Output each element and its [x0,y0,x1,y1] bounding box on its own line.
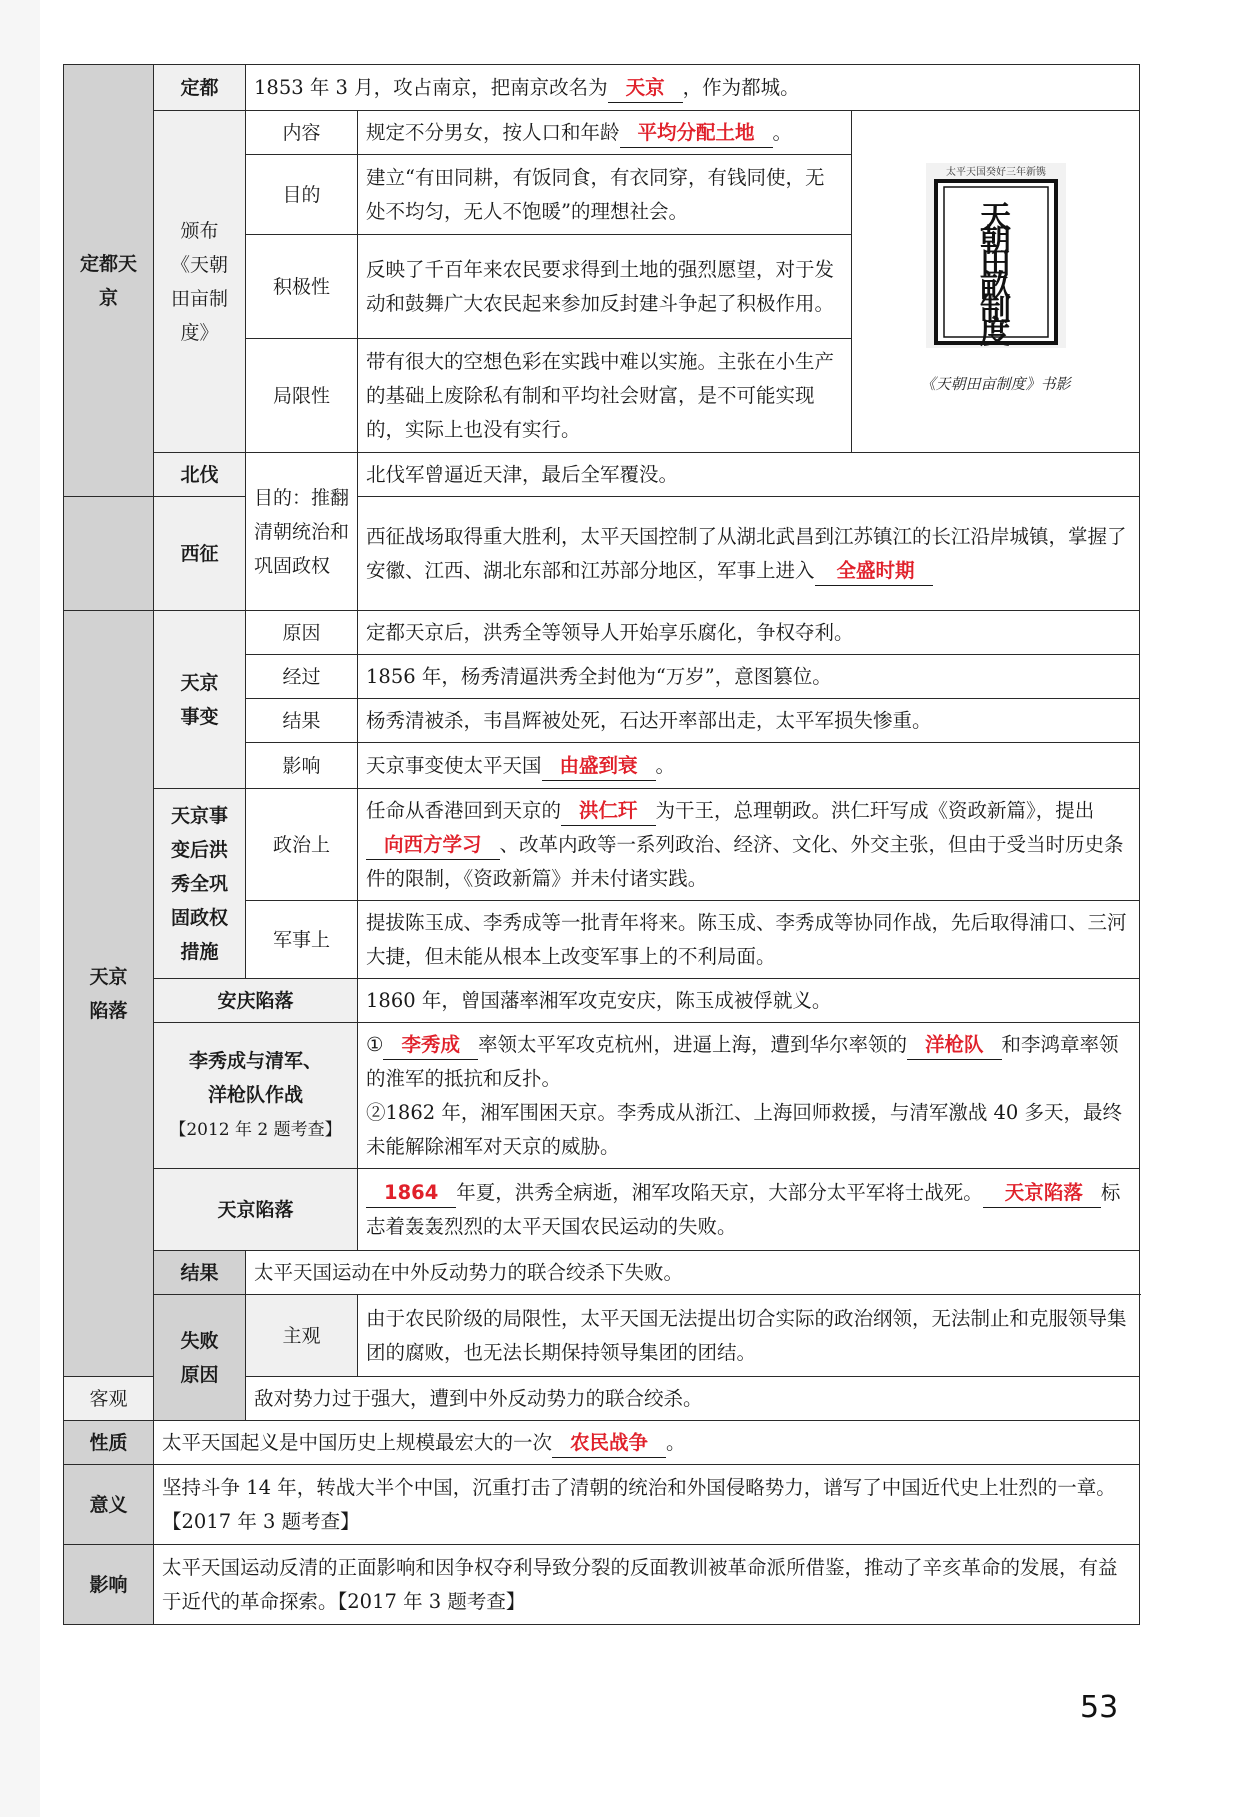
row-result [64,1251,1140,1295]
label-result: 结果 [154,1251,246,1295]
book-image-cell [852,111,1140,453]
taiping-summary-table [63,64,1140,1625]
page-number: 53 [1080,1690,1119,1725]
exam-tag-2012: 【2012 年 2 题考查】 [169,1120,342,1140]
row-significance [64,1465,1140,1545]
row-influence [64,1545,1140,1625]
content-jiji: 反映了千百年来农民要求得到土地的强烈愿望，对于发动和鼓舞广大农民起来参加反封建斗争起了积极作用。 [358,235,852,339]
row-zhengzhi [64,789,1140,901]
label-tianjing-event: 天京事变 [154,611,246,789]
label-jingguo: 经过 [246,655,358,699]
label-zhengzhi: 政治上 [246,789,358,901]
group-dingdu-tianjing [64,65,154,497]
content-junshi: 提拔陈玉成、李秀成等一批青年将来。陈玉成、李秀成等协同作战，先后取得浦口、三河大捷，但未能从根本上改变军事上的不利局面。 [358,901,1140,979]
row-dingdu [64,65,1140,111]
content-yuanyin: 定都天京后，洪秀全等领导人开始享乐腐化，争权夺利。 [358,611,1140,655]
content-jieguo: 杨秀清被杀，韦昌辉被处死，石达开率部出走，太平军损失惨重。 [358,699,1140,743]
label-yingxiang: 影响 [246,743,358,789]
label-banbu: 颁布《天朝田亩制度》 [154,111,246,453]
label-gonggu: 天京事变后洪秀全巩固政权措施 [154,789,246,979]
label-significance: 意义 [64,1465,154,1545]
label-influence: 影响 [64,1545,154,1625]
content-beifa: 北伐军曾逼近天津，最后全军覆没。 [358,453,1140,497]
label-beifa: 北伐 [154,453,246,497]
answer-tianjing: 天京 [608,74,683,103]
row-anqing [64,979,1140,1023]
row-yuanyin [64,611,1140,655]
row-beifa [64,453,1140,497]
group-label: 定都天京 [79,252,137,309]
content-nature: 太平天国起义是中国历史上规模最宏大的一次 农民战争 。 [154,1421,1140,1465]
content-influence: 太平天国运动反清的正面影响和因争权夺利导致分裂的反面教训被革命派所借鉴，推动了辛亥革命的发展，有益于近代的革命探索。【2017 年 3 题考查】 [154,1545,1140,1625]
label-yuanyin: 原因 [246,611,358,655]
label-juxian: 局限性 [246,339,358,453]
label-jiji: 积极性 [246,235,358,339]
label-keguan: 客观 [64,1377,154,1421]
content-yingxiang: 天京事变使太平天国 由盛到衰 。 [358,743,1140,789]
page-margin [0,0,40,1817]
answer-hongrengan: 洪仁玕 [561,797,656,826]
content-lixiucheng: ① 李秀成 率领太平军攻克杭州，进逼上海，遭到华尔率领的 洋枪队 和李鸿章率领的淮军的抵抗和反扑。 ②1862 年，湘军围困天京。李秀成从浙江、上海回师救援，与清军激战 40 多天，最终未能解除湘军对天京的威胁。 [358,1023,1140,1169]
answer-tianjing-1: 天京 [983,1179,1044,1208]
answer-xifang: 向西方学习 [366,831,500,860]
label-lixiucheng: 李秀成与清军、洋枪队作战 【2012 年 2 题考查】 [154,1023,358,1169]
row-neirong [64,111,1140,155]
answer-yangqiangdui: 洋枪队 [907,1031,1002,1060]
content-xianluo: 1864 年夏，洪秀全病逝，湘军攻陷天京，大部分太平军将士战死。 天京陷落 标志着轰轰烈烈的太平天国农民运动的失败。 [358,1169,1140,1251]
answer-quansheng-1: 全盛时 [815,557,896,586]
row-xizheng [64,497,1140,611]
content-mudi: 建立“有田同耕，有饭同食，有衣同穿，有钱同使，无处不均匀，无人不饱暖”的理想社会。 [358,155,852,235]
label-jieguo: 结果 [246,699,358,743]
book-caption: 《天朝田亩制度》书影 [920,374,1071,393]
answer-nongmin: 农民战争 [552,1429,666,1458]
content-significance: 坚持斗争 14 年，转战大半个中国，沉重打击了清朝的统治和外国侵略势力，谱写了中国近代史上壮烈的一章。【2017 年 3 题考查】 [154,1465,1140,1545]
group-tianjing-xianluo: 天京陷落 [64,611,154,1377]
content-zhuguan: 由于农民阶级的局限性，太平天国无法提出切合实际的政治纲领，无法制止和克服领导集团的腐败，也无法长期保持领导集团的团结。 [358,1295,1140,1377]
content-jingguo: 1856 年，杨秀清逼洪秀全封他为“万岁”，意图篡位。 [358,655,1140,699]
content-zhengzhi: 任命从香港回到天京的 洪仁玕 为干王，总理朝政。洪仁玕写成《资政新篇》，提出向西方学习 、改革内政等一系列政治、经济、文化、外交主张，但由于受当时历史条件的限制，《资政新篇》并未付诸实践。 [358,789,1140,901]
content-juxian: 带有很大的空想色彩在实践中难以实施。主张在小生产的基础上废除私有制和平均社会财富，是不可能实现的，实际上也没有实行。 [358,339,852,453]
content-result: 太平天国运动在中外反动势力的联合绞杀下失败。 [246,1251,1140,1295]
content-dingdu: 1853 年 3 月，攻占南京，把南京改名为 天京 ，作为都城。 [246,65,1140,111]
answer-tianjing-2: 陷落 [1044,1179,1101,1208]
book-header: 太平天国癸好三年新镌 [945,166,1046,178]
label-xizheng: 西征 [154,497,246,611]
label-failure: 失败原因 [154,1295,246,1421]
label-dingdu: 定都 [154,65,246,111]
answer-1864: 1864 [366,1179,456,1208]
label-purpose: 目的：推翻清朝统治和巩固政权 [246,453,358,611]
label-xianluo: 天京陷落 [154,1169,358,1251]
row-lixiucheng [64,1023,1140,1169]
book-title: 天朝田畝制度 [980,199,1012,351]
content-keguan: 敌对势力过于强大，遭到中外反动势力的联合绞杀。 [246,1377,1140,1421]
label-mudi: 目的 [246,155,358,235]
content-xizheng: 西征战场取得重大胜利，太平天国控制了从湖北武昌到江苏镇江的长江沿岸城镇，掌握了安徽、江西、湖北东部和江苏部分地区，军事上进入 全盛时期 [358,497,1140,611]
answer-quansheng-2: 期 [895,557,933,586]
row-nature [64,1421,1140,1465]
row-zhuguan [64,1295,1140,1377]
content-anqing: 1860 年，曾国藩率湘军攻克安庆，陈玉成被俘就义。 [358,979,1140,1023]
answer-youshengdaoshuai: 由盛到衰 [542,752,656,781]
answer-lixiucheng: 李秀成 [383,1031,478,1060]
label-anqing: 安庆陷落 [154,979,358,1023]
label-zhuguan: 主观 [246,1295,358,1377]
group-spacer [64,497,154,611]
answer-pingjun: 平均分配土地 [620,119,773,148]
label-junshi: 军事上 [246,901,358,979]
row-xianluo [64,1169,1140,1251]
label-neirong: 内容 [246,111,358,155]
content-neirong: 规定不分男女，按人口和年龄 平均分配土地 。 [358,111,852,155]
label-nature: 性质 [64,1421,154,1465]
